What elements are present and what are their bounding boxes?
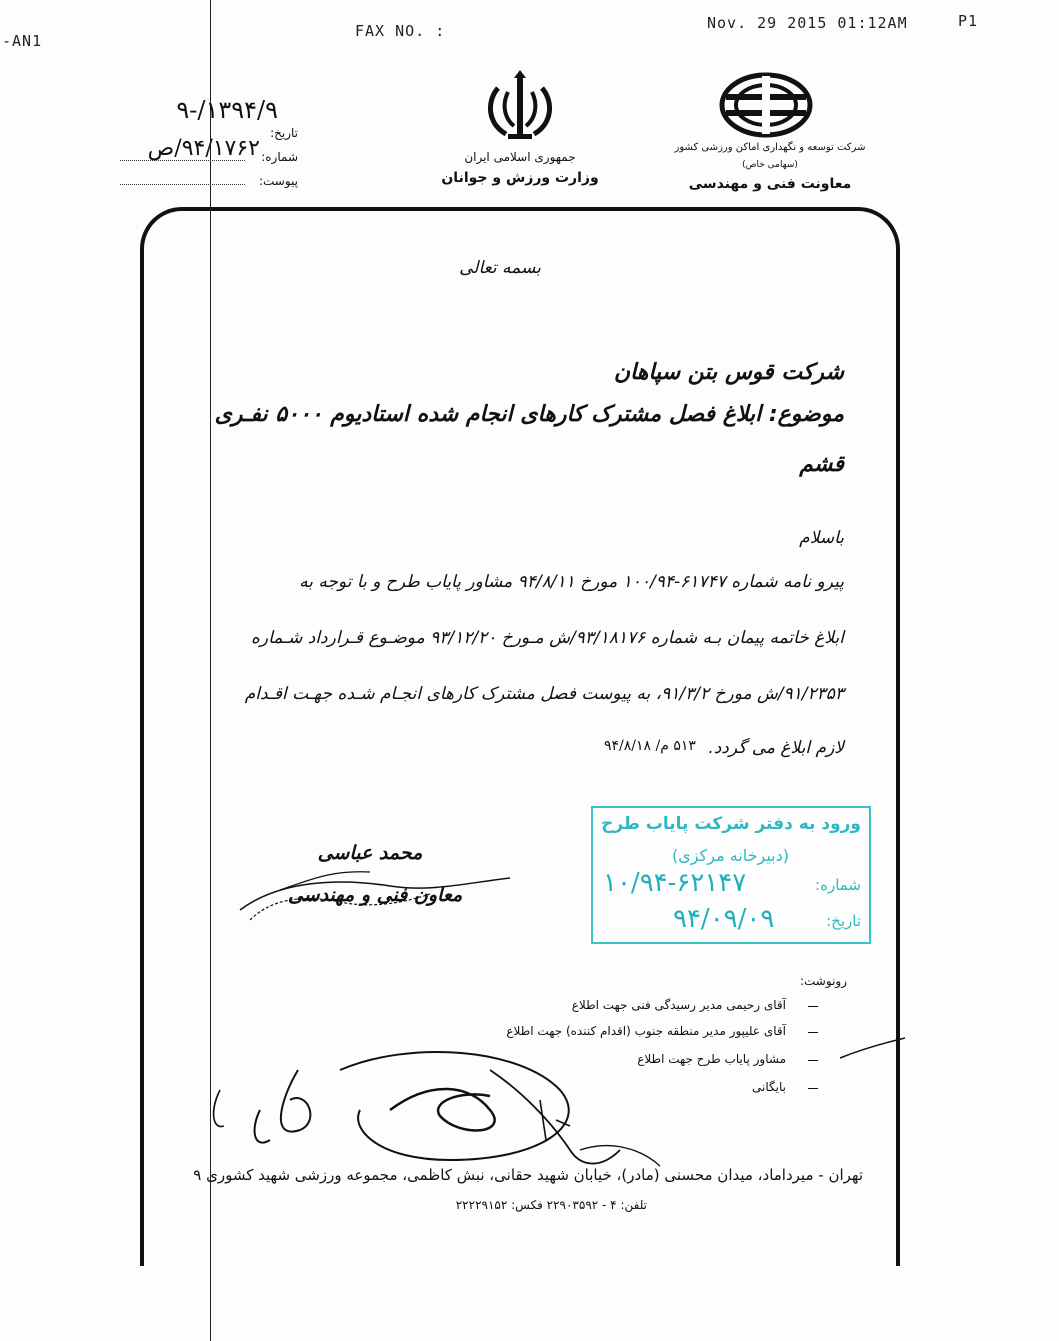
cc-title: رونوشت: <box>799 974 847 988</box>
subject-line-2: قشم <box>799 452 844 477</box>
letter-date: ۱۳۹۴/۹/-۹ <box>176 96 278 124</box>
body-line-4: لازم ابلاغ می گردد. <box>708 738 844 758</box>
stamp-title: ورود به دفتر شرکت پایاب طرح <box>601 814 861 834</box>
stamp-subtitle: (دبیرخانه مرکزی) <box>672 846 789 865</box>
stamp-number-label: شماره: <box>815 876 861 894</box>
reception-stamp <box>591 806 871 944</box>
company-department: معاونت فنی و مهندسی <box>688 176 852 192</box>
attachment-label: پیوست: <box>258 174 298 188</box>
fax-page: P1 <box>958 12 979 30</box>
stamp-date-label: تاریخ: <box>826 912 861 930</box>
recipient: شرکت قوس بتن سپاهان <box>613 360 844 385</box>
footer-address: تهران - میرداماد، میدان محسنی (مادر)، خیابان شهید حقانی، نبش کاظمی، مجموعه ورزشی شهید کشوری ۹ <box>193 1166 863 1184</box>
handwritten-ref: ۵۱۳ م/ ۹۴/۸/۱۸ <box>604 738 696 754</box>
cc-item-3: مشاور پایاب طرح جهت اطلاع <box>637 1052 786 1066</box>
subject-line-1: موضوع: ابلاغ فصل مشترک کارهای انجام شده استادیوم ۵۰۰۰ نفـری <box>214 402 844 427</box>
iran-emblem-icon <box>484 68 556 144</box>
signer-title: معاون فنی و مهندسی <box>287 884 463 906</box>
letter-number-label: شماره: <box>261 150 298 164</box>
fax-number-label: FAX NO. : <box>355 22 446 40</box>
letter-date-label: تاریخ: <box>270 126 298 140</box>
invocation: بسمه تعالی <box>459 258 541 278</box>
body-line-3: ۹۱/۲۳۵۳/ش مورخ ۹۱/۳/۲، به پیوست فصل مشترک کارهای انجـام شـده جهـت اقـدام <box>244 684 844 704</box>
signer-name: محمد عباسی <box>317 842 423 864</box>
company-type: (سهامی خاص) <box>742 160 798 170</box>
greeting: باسلام <box>799 528 844 548</box>
company-logo-icon <box>718 72 814 138</box>
stamp-number-value: ۱۰/۹۴-۶۲۱۴۷ <box>603 868 747 898</box>
letter-number: ۹۴/۱۷۶۲/ص <box>147 136 260 161</box>
fax-datetime: Nov. 29 2015 01:12AM <box>707 14 908 32</box>
body-line-2: ابلاغ خاتمه پیمان بـه شماره ۹۳/۱۸۱۷۶/ش مـورخ ۹۳/۱۲/۲۰ موضـوع قـرارداد شـماره <box>251 628 844 648</box>
cc-item-2: آقای علیپور مدیر منطقه جنوب (اقدام کننده) جهت اطلاع <box>506 1024 786 1038</box>
ministry-name: وزارت ورزش و جوانان <box>441 170 599 186</box>
ministry-country: جمهوری اسلامی ایران <box>464 150 576 164</box>
stamp-date-value: ۹۴/۰۹/۰۹ <box>673 904 775 934</box>
footer-phone-fax: تلفن: ۴ - ۲۲۹۰۳۵۹۲ فکس: ۲۲۲۲۹۱۵۲ <box>455 1198 647 1212</box>
cc-item-1: آقای رحیمی مدیر رسیدگی فنی جهت اطلاع <box>571 998 786 1012</box>
cc-item-4: بایگانی <box>752 1080 786 1094</box>
signature-scribble-icon <box>220 850 520 930</box>
fax-code: -AN1 <box>2 32 43 50</box>
company-name: شرکت توسعه و نگهداری اماکن ورزشی کشور <box>674 142 866 153</box>
body-line-1: پیرو نامه شماره ۶۱۷۴۷-۱۰۰/۹۴ مورخ ۹۴/۸/۱۱ مشاور پایاب طرح و با توجه به <box>299 572 844 592</box>
